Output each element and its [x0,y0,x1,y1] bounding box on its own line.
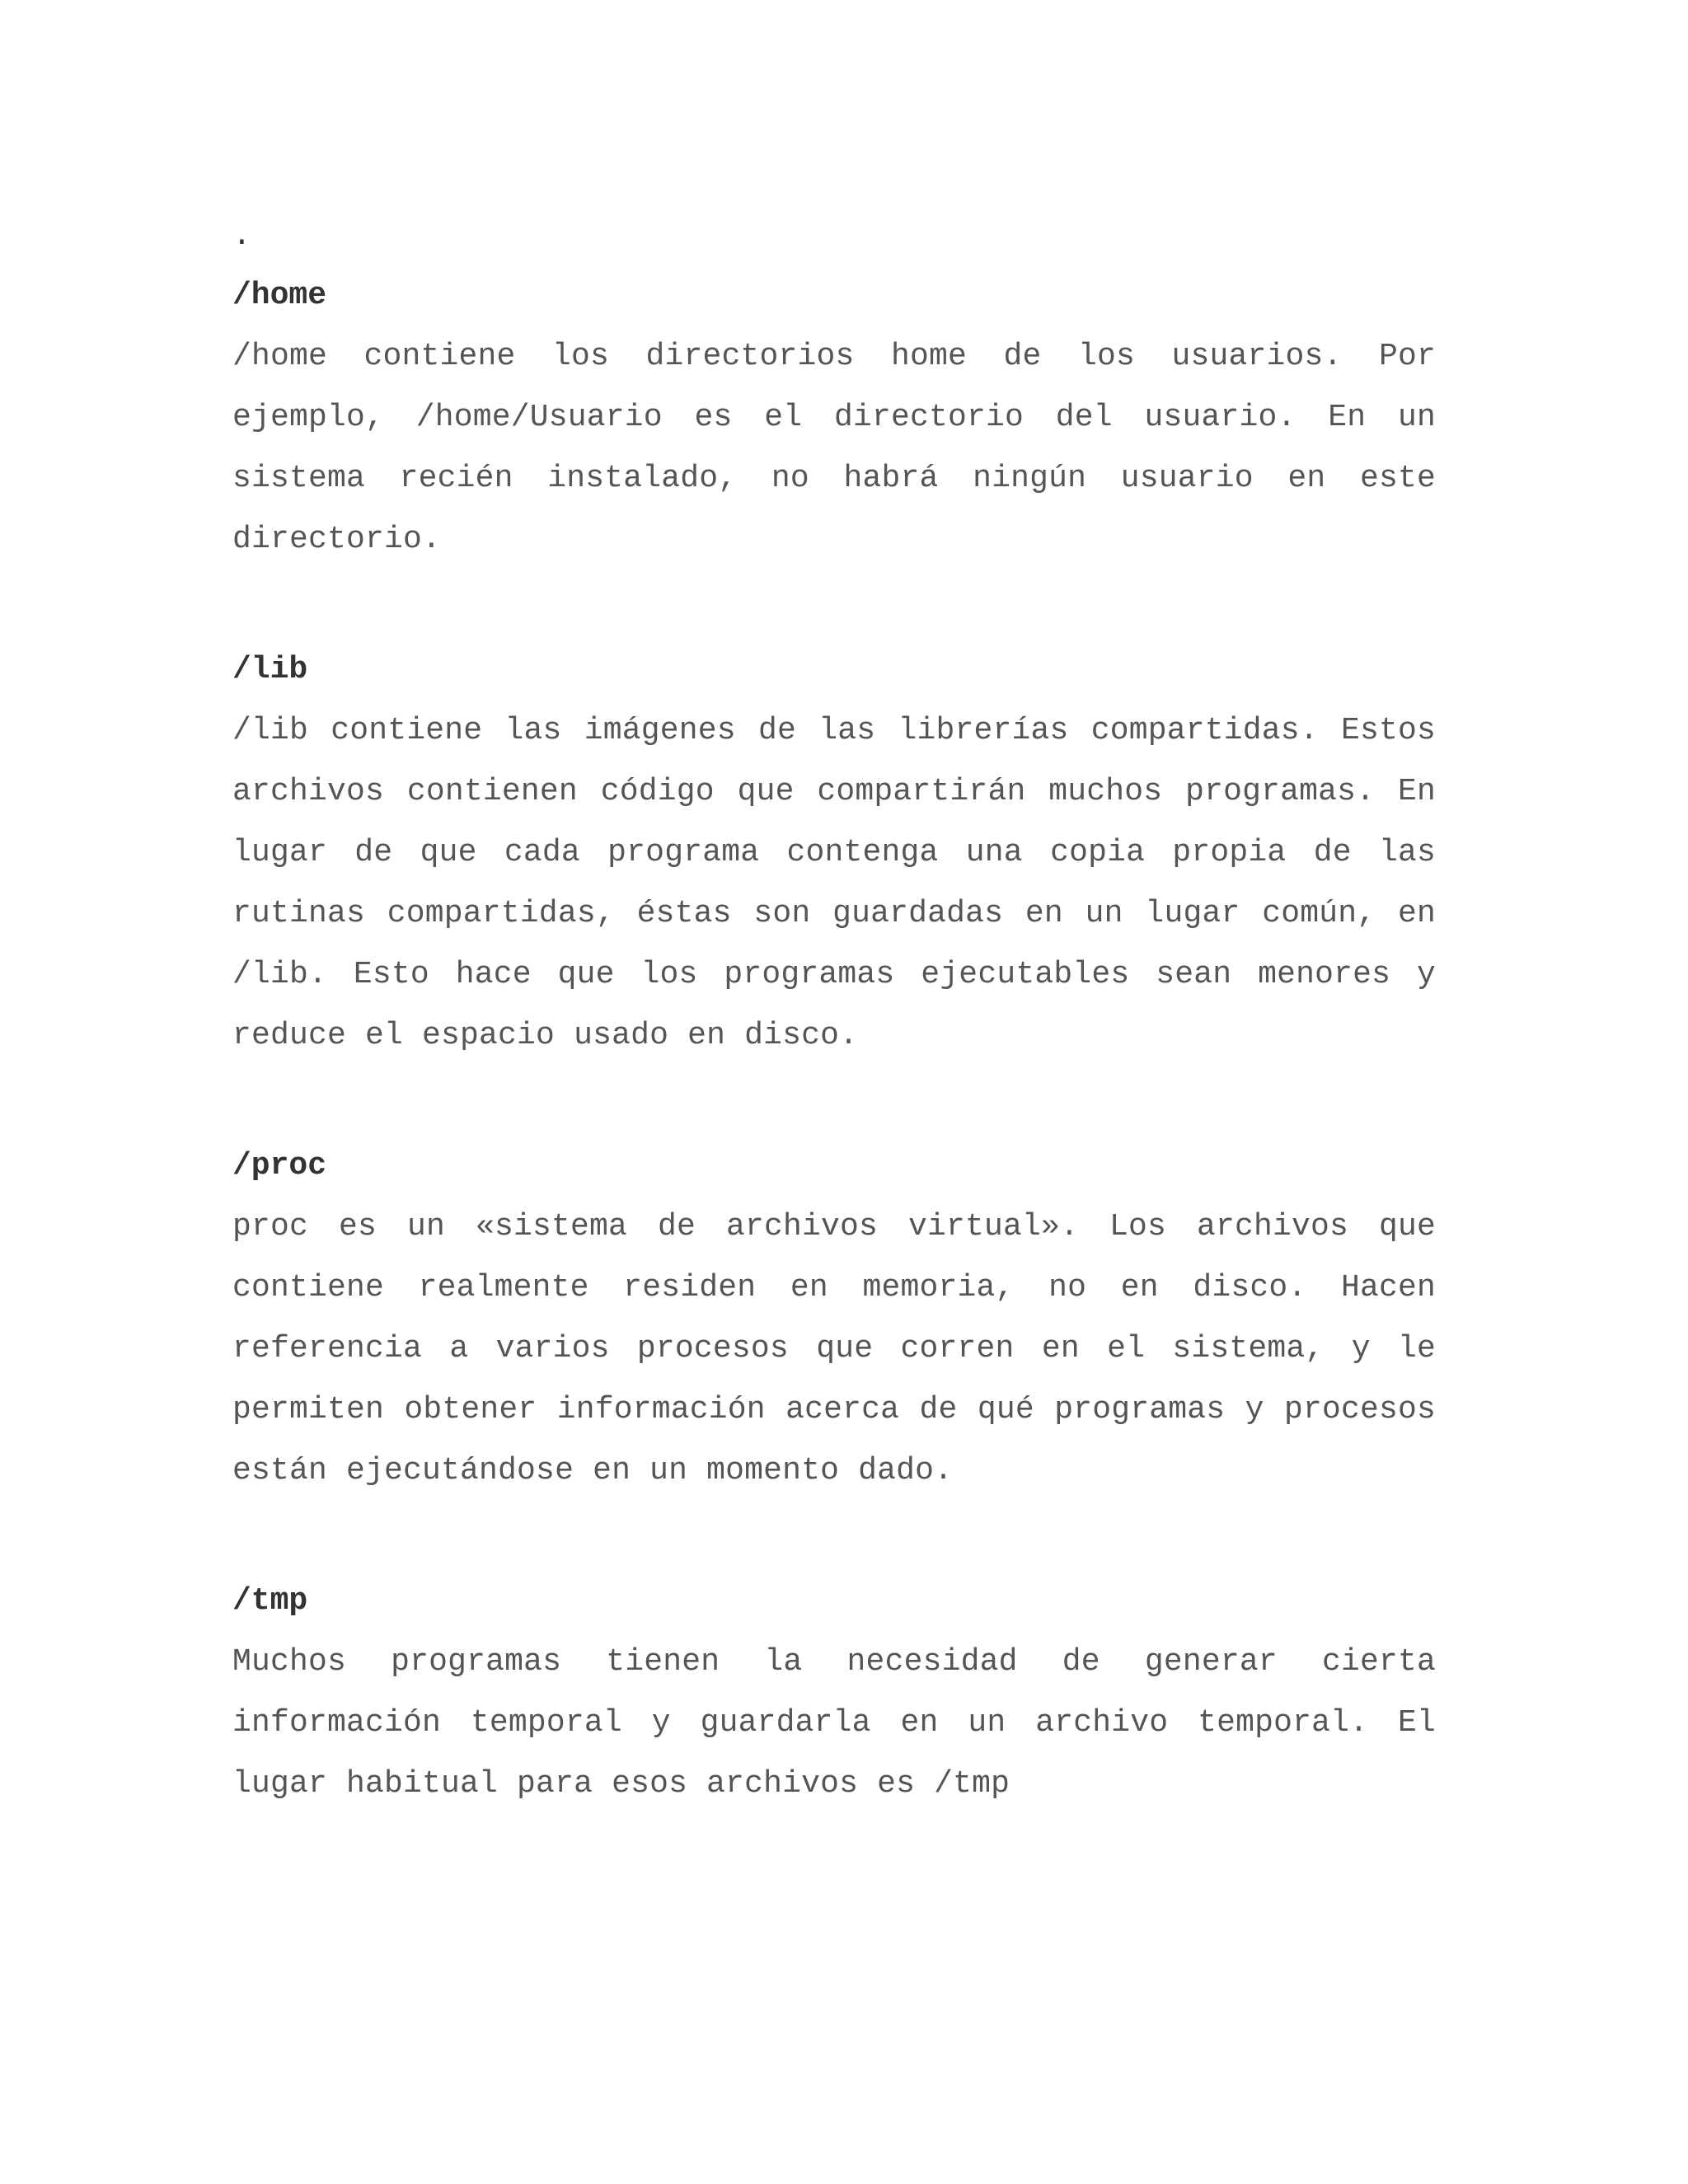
section-heading: /tmp [232,1583,308,1619]
section-spacer [232,570,1436,649]
section-heading: /proc [232,1148,327,1183]
section-paragraph: Muchos programas tienen la necesidad de generar cierta información temporal y guardarla en un archivo temporal. El lugar habitual para esos archivos es /tmp [232,1644,1436,1802]
section-lib [232,649,1436,1066]
leading-dot: . [232,218,251,254]
document-page [232,216,1436,1815]
section-paragraph: /lib contiene las imágenes de las librerías compartidas. Estos archivos contienen código que compartirán muchos programas. En lugar de que cada programa contenga una copia propia de las rutinas compartidas, éstas son guardadas en un lugar común, en /lib. Esto hace que los programas ejecutables sean menores y reduce el espacio usado en disco. [232,713,1436,1053]
section-spacer [232,1066,1436,1146]
section-home [232,275,1436,570]
section-proc [232,1146,1436,1502]
section-spacer [232,1502,1436,1581]
section-heading: /lib [232,652,308,687]
section-paragraph: /home contiene los directorios home de los usuarios. Por ejemplo, /home/Usuario es el directorio del usuario. En un sistema recién instalado, no habrá ningún usuario en este directorio. [232,339,1436,557]
section-heading: /home [232,278,327,313]
section-paragraph: proc es un «sistema de archivos virtual». Los archivos que contiene realmente residen en memoria, no en disco. Hacen referencia a varios procesos que corren en el sistema, y le permiten obtener información acerca de qué programas y procesos están ejecutándose en un momento dado. [232,1209,1436,1488]
section-tmp [232,1581,1436,1815]
